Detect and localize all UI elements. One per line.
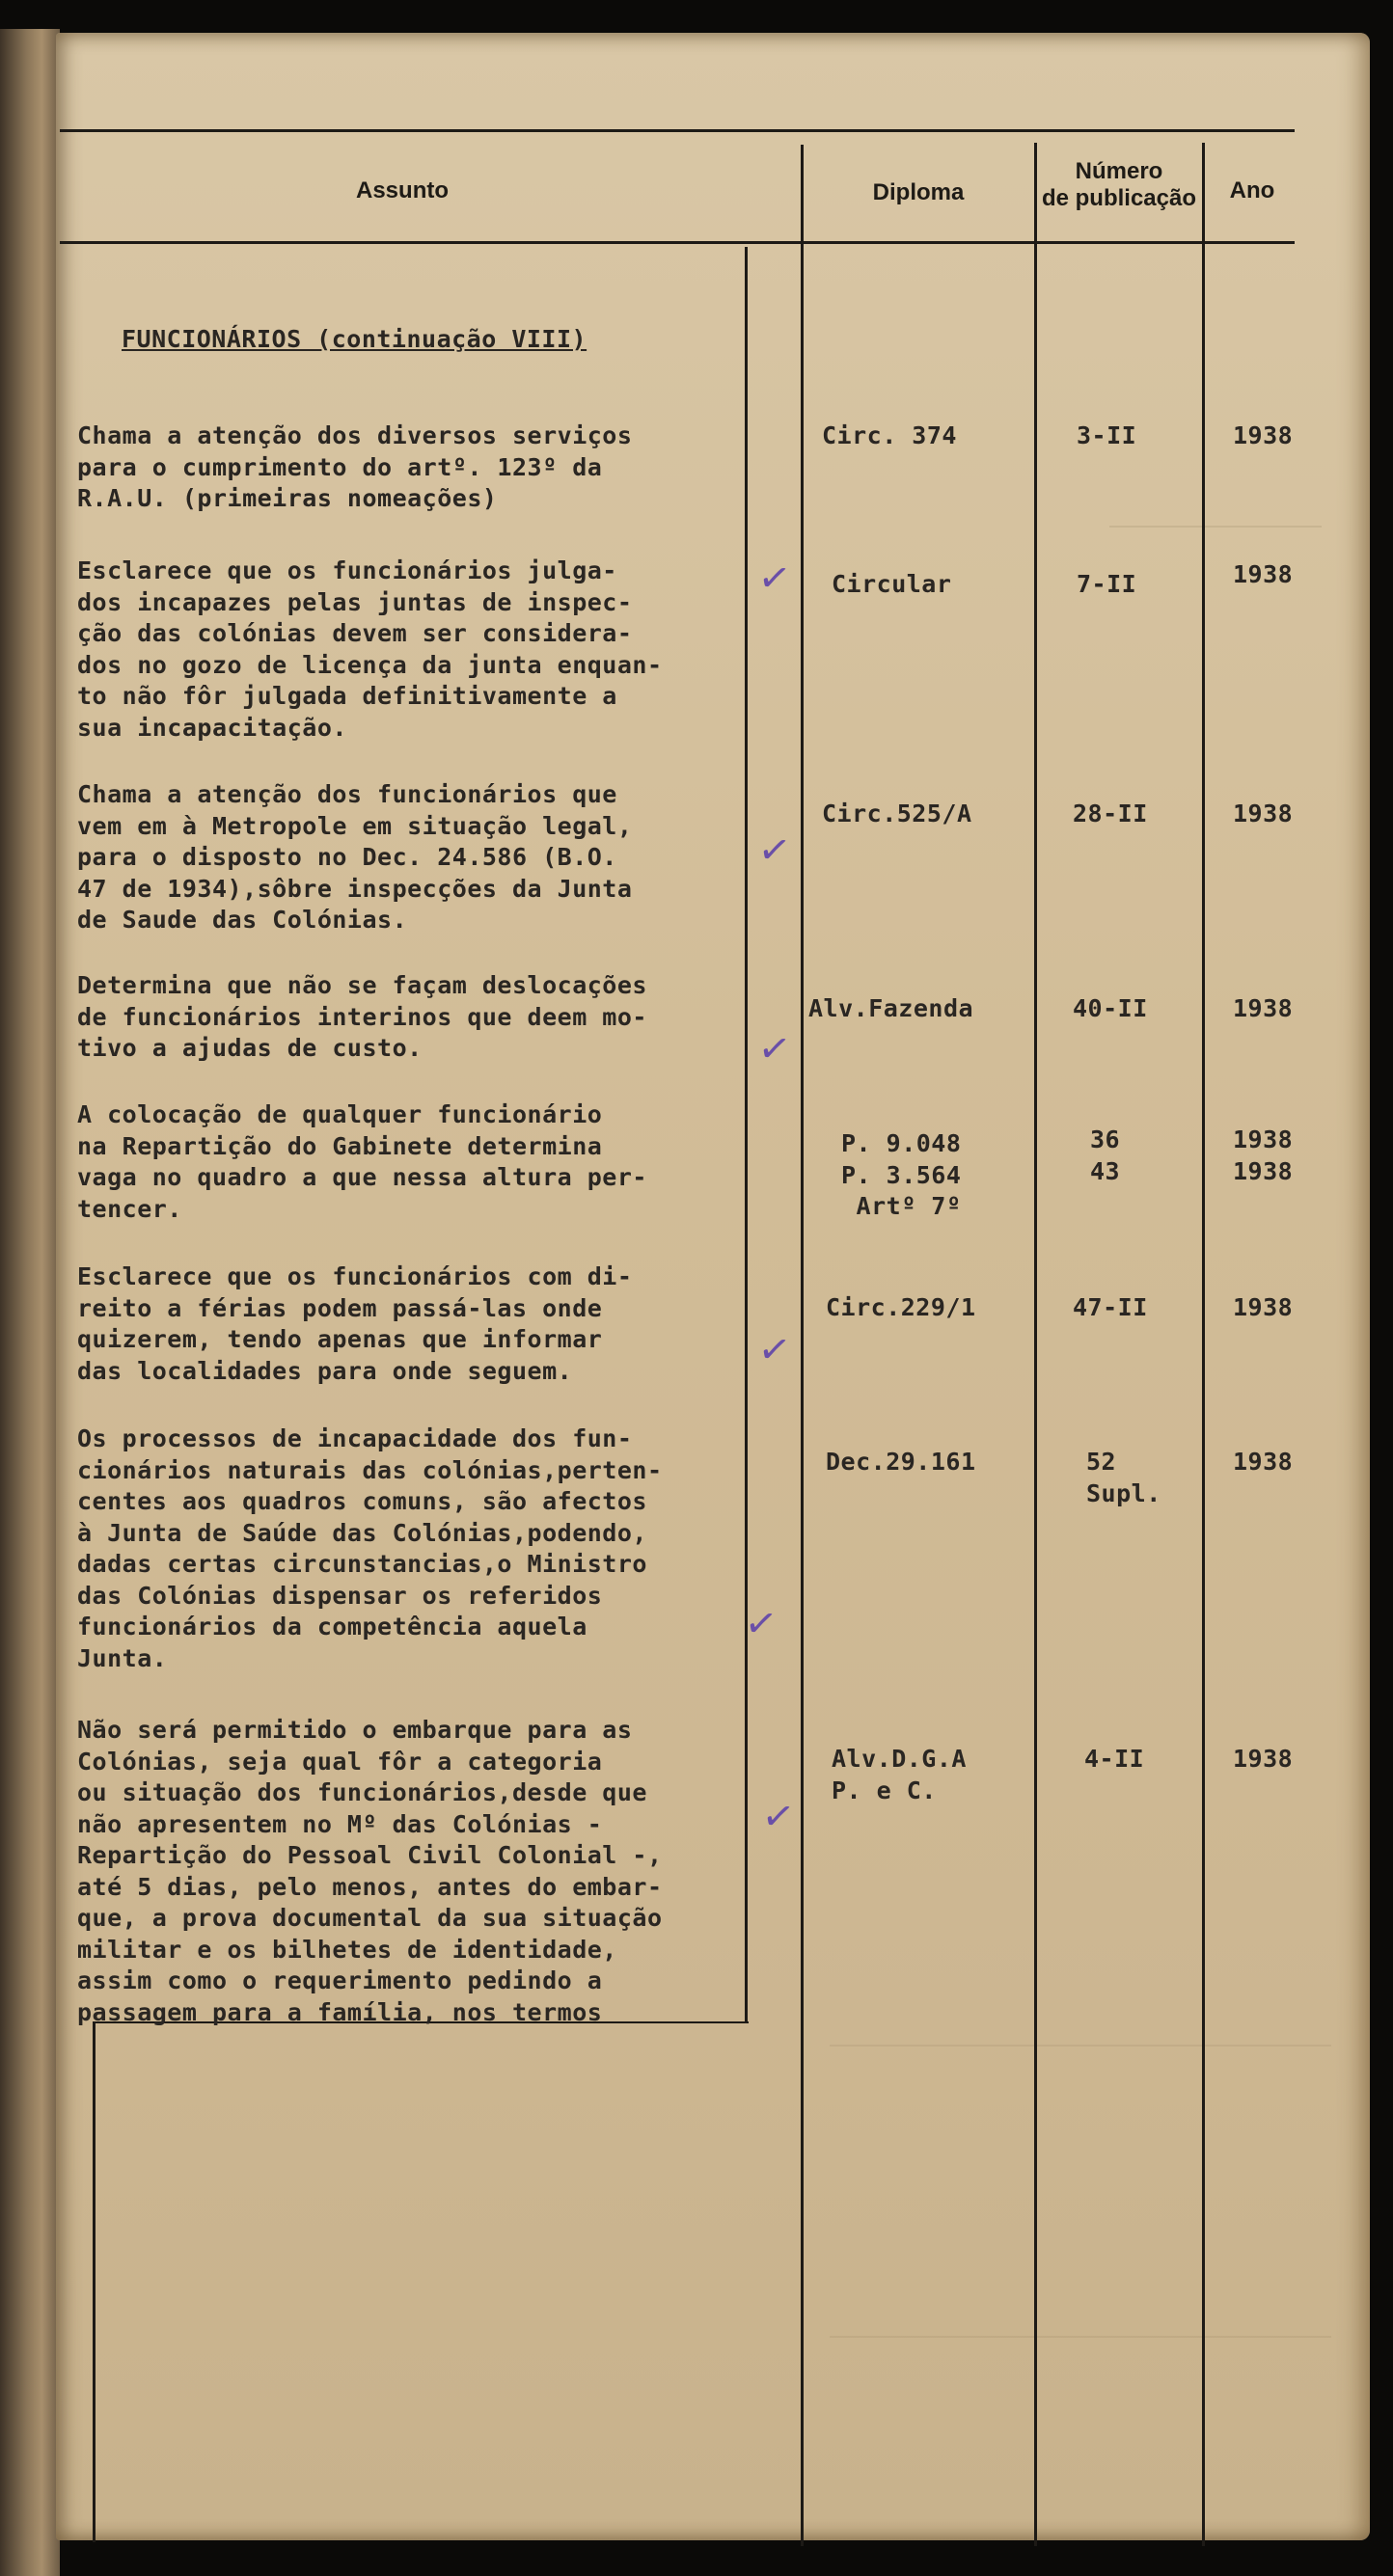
- entry-diploma: Alv.D.G.A P. e C.: [832, 1745, 967, 1804]
- entry-assunto: Esclarece que os funcionários com di- reito a férias podem passá-las onde quizerem, tendo apenas que informar das localidades para onde seguem.: [77, 1262, 633, 1385]
- check-mark-icon: ✓: [754, 554, 794, 604]
- entry-numero: 52 Supl.: [1086, 1448, 1161, 1507]
- entry-diploma: P. 9.048 P. 3.564 Artº 7º: [841, 1129, 962, 1220]
- entry-ano: 1938: [1233, 421, 1294, 449]
- entry-assunto: A colocação de qualquer funcionário na Repartição do Gabinete determina vaga no quadro a que nessa altura per- tencer.: [77, 1100, 647, 1223]
- entry-diploma: Circ.525/A: [822, 800, 972, 827]
- header-diploma: Diploma: [872, 179, 965, 205]
- entry-numero: 4-II: [1084, 1745, 1145, 1773]
- entry-diploma: Circ. 374: [822, 421, 957, 449]
- entry-diploma: Circ.229/1: [826, 1293, 976, 1321]
- check-mark-icon: ✓: [754, 1024, 794, 1074]
- bleed-through-smudge: [1109, 497, 1322, 528]
- table-top-rule: [60, 129, 1295, 132]
- entry-assunto: Os processos de incapacidade dos fun- cionários naturais das colónias,perten- centes aos quadros comuns, são afectos à Junta de Saúde das Colónias,podendo, dadas certas circunstancias,o Ministro das Colónias dispensar os referidos funcionários da competência aquela Junta.: [77, 1424, 663, 1672]
- page-edge-shadow: [1370, 0, 1393, 2576]
- entry-assunto: Chama a atenção dos diversos serviços para o cumprimento do artº. 123º da R.A.U. (primeiras nomeações): [77, 421, 633, 512]
- header-numero-line2: de publicação: [1041, 185, 1197, 211]
- entry-diploma: Alv.Fazenda: [808, 994, 974, 1022]
- entry-diploma: Circular: [832, 570, 952, 598]
- column-rule-diploma: [801, 145, 804, 2546]
- entry-assunto: Chama a atenção dos funcionários que vem em à Metropole em situação legal, para o disposto no Dec. 24.586 (B.O. 47 de 1934),sôbre inspecções da Junta de Saude das Colónias.: [77, 780, 633, 934]
- header-assunto: Assunto: [356, 177, 449, 203]
- entry-numero: 40-II: [1073, 994, 1148, 1022]
- header-bottom-rule: [60, 241, 1295, 244]
- check-mark-icon: ✓: [754, 826, 794, 876]
- entry-ano: 1938: [1233, 994, 1294, 1022]
- check-mark-icon: ✓: [741, 1599, 780, 1649]
- entry-ano: 1938: [1233, 1745, 1294, 1773]
- check-mark-icon: ✓: [754, 1325, 794, 1375]
- entry-ano: 1938: [1233, 560, 1294, 588]
- lower-left-rule: [93, 2021, 96, 2542]
- entry-numero: 28-II: [1073, 800, 1148, 827]
- entry-ano: 1938: [1233, 1293, 1294, 1321]
- bleed-through-smudge: [830, 2045, 1331, 2338]
- entry-numero: 7-II: [1077, 570, 1137, 598]
- column-rule-numero: [1034, 143, 1037, 2546]
- header-numero: [1036, 158, 1202, 212]
- check-mark-icon: ✓: [758, 1792, 798, 1842]
- entry-assunto: Não será permitido o embarque para as Colónias, seja qual fôr a categoria ou situação dos funcionários,desde que não apresentem no Mº das Colónias - Repartição do Pessoal Civil Colonial -, até 5 dias, pelo menos, antes do embar- que, a prova documental da sua situação militar e os bilhetes de identidade, assim como o requerimento pedindo a passagem para a família, nos termos: [77, 1716, 663, 2026]
- entry-numero: 47-II: [1073, 1293, 1148, 1321]
- header-ano: Ano: [1229, 177, 1275, 203]
- column-rule-ano: [1202, 143, 1205, 2546]
- section-heading: FUNCIONÁRIOS (continuação VIII): [122, 325, 587, 353]
- entry-numero: 36 43: [1090, 1125, 1121, 1185]
- entry-assunto: Esclarece que os funcionários julga- dos incapazes pelas juntas de inspec- ção das colónias devem ser considera- dos no gozo de licença da junta enquan- to não fôr julgada definitivamente a sua incapacitação.: [77, 556, 663, 742]
- entry-assunto: Determina que não se façam deslocações de funcionários interinos que deem mo- tivo a ajudas de custo.: [77, 971, 647, 1062]
- entry-ano: 1938: [1233, 1448, 1294, 1476]
- column-rule-assunto-margin: [745, 247, 748, 2021]
- entry-ano: 1938 1938: [1233, 1125, 1294, 1185]
- entry-ano: 1938: [1233, 800, 1294, 827]
- book-binding: [0, 29, 60, 2576]
- entry-diploma: Dec.29.161: [826, 1448, 976, 1476]
- entry-numero: 3-II: [1077, 421, 1137, 449]
- header-numero-line1: Número: [1075, 158, 1163, 184]
